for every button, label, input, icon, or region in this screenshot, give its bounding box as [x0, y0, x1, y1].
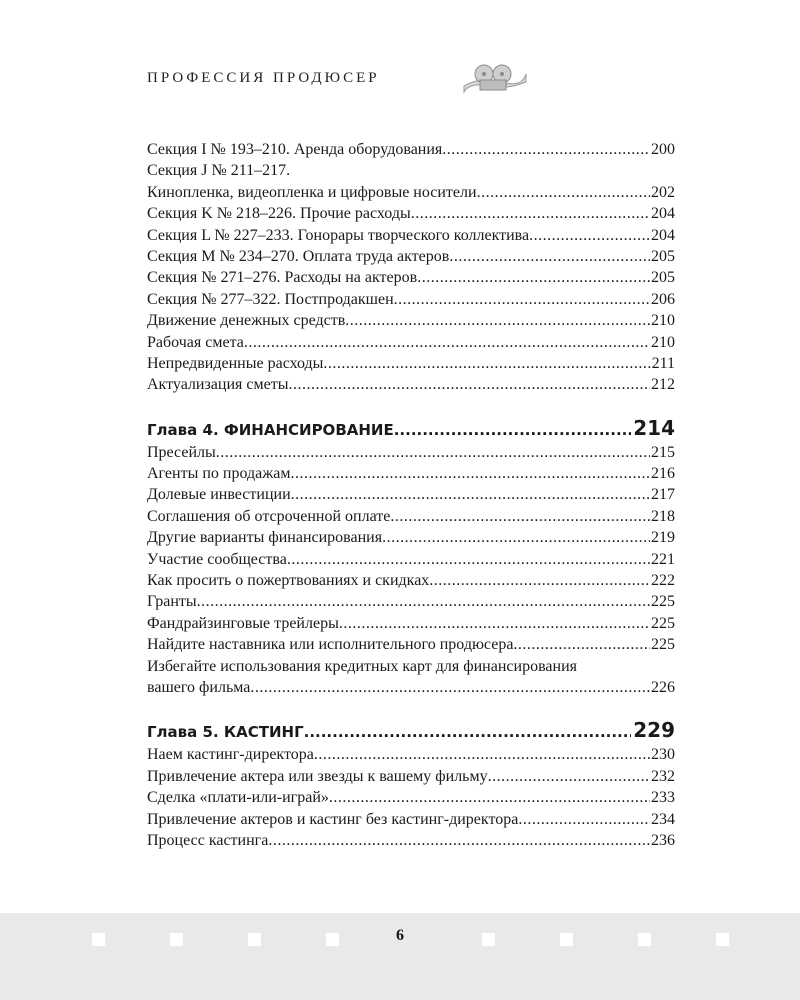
entry-title: Избегайте использования кредитных карт для финансирования [147, 657, 577, 675]
toc-entry[interactable] [147, 203, 675, 224]
entry-page: 233 [651, 789, 675, 807]
dot-leader [304, 718, 632, 746]
entry-title: Привлечение актеров и кастинг без кастинг-директора [147, 810, 519, 828]
chapter-title: Глава 5. КАСТИНГ [147, 723, 304, 742]
toc-entry[interactable] [147, 634, 675, 655]
section-list-financing [147, 442, 675, 699]
toc-entry[interactable] [147, 289, 675, 310]
book-title: ПРОФЕССИЯ ПРОДЮСЕР [147, 69, 380, 86]
entry-title: Как просить о пожертвованиях и скидках [147, 572, 430, 590]
entry-title: Привлечение актера или звезды к вашему фильму [147, 767, 488, 785]
entry-page: 219 [651, 529, 675, 547]
entry-page: 225 [651, 593, 675, 611]
entry-title: Секция L № 227–233. Гонорары творческого коллектива [147, 226, 530, 244]
entry-title: Секция № 271–276. Расходы на актеров [147, 269, 418, 287]
dot-leader [288, 374, 650, 395]
entry-title: Секция K № 218–226. Прочие расходы [147, 205, 411, 223]
toc-entry[interactable] [147, 549, 675, 570]
toc-entry[interactable] [147, 656, 675, 677]
chapter-heading[interactable] [147, 414, 675, 442]
entry-title: Другие варианты финансирования [147, 529, 383, 547]
toc-entry[interactable] [147, 787, 675, 808]
entry-page: 200 [651, 141, 675, 158]
dot-leader [314, 744, 650, 765]
entry-page: 234 [651, 810, 675, 828]
toc-entry[interactable] [147, 809, 675, 830]
dot-leader [442, 139, 650, 160]
entry-page: 212 [651, 376, 675, 394]
toc-entry[interactable] [147, 182, 675, 203]
entry-page: 225 [651, 636, 675, 654]
dot-leader [250, 677, 650, 698]
entry-title: Найдите наставника или исполнительного продюсера [147, 636, 514, 654]
chapter-title: Глава 4. ФИНАНСИРОВАНИЕ [147, 420, 394, 439]
dot-leader [268, 830, 650, 851]
entry-page: 225 [651, 614, 675, 632]
entry-page: 205 [651, 269, 675, 287]
dot-leader [513, 634, 650, 655]
entry-title: Агенты по продажам [147, 465, 291, 483]
entry-page: 236 [651, 831, 675, 849]
entry-page: 204 [651, 226, 675, 244]
toc-entry[interactable] [147, 766, 675, 787]
toc-entry[interactable] [147, 353, 675, 374]
entry-page: 210 [651, 333, 675, 351]
entry-title: Процесс кастинга [147, 831, 269, 849]
toc-entry[interactable] [147, 139, 675, 160]
entry-title: Соглашения об отсроченной оплате [147, 507, 391, 525]
dot-leader [287, 549, 650, 570]
dot-leader [291, 484, 650, 505]
entry-title: Кинопленка, видеопленка и цифровые носители [147, 183, 477, 201]
toc-entry[interactable] [147, 310, 675, 331]
entry-title: Сделка «плати-или-играй» [147, 789, 329, 807]
entry-page: 211 [651, 354, 675, 372]
toc-entry[interactable] [147, 332, 675, 353]
section-list-budget [147, 139, 675, 396]
chapter-page: 214 [633, 415, 675, 440]
entry-title: Непредвиденные расходы [147, 354, 324, 372]
dot-leader [394, 289, 650, 310]
toc-entry[interactable] [147, 527, 675, 548]
table-of-contents [147, 139, 675, 851]
dot-leader [244, 332, 650, 353]
entry-title: Секция J № 211–217. [147, 162, 291, 180]
dot-leader [291, 463, 651, 484]
page-footer [0, 913, 800, 1000]
entry-title: Движение денежных средств [147, 312, 346, 330]
dot-leader [429, 570, 650, 591]
dot-leader [529, 225, 650, 246]
toc-entry[interactable] [147, 160, 675, 181]
entry-title: вашего фильма [147, 678, 251, 696]
dot-leader [323, 353, 650, 374]
dot-leader [216, 442, 650, 463]
dot-leader [345, 310, 650, 331]
toc-entry[interactable] [147, 744, 675, 765]
entry-page: 222 [651, 572, 675, 590]
dot-leader [449, 246, 650, 267]
entry-page: 217 [651, 486, 675, 504]
toc-entry[interactable] [147, 225, 675, 246]
entry-page: 205 [651, 247, 675, 265]
dot-leader [518, 809, 650, 830]
chapter-heading[interactable] [147, 716, 675, 744]
toc-entry[interactable] [147, 570, 675, 591]
entry-page: 202 [651, 183, 675, 201]
toc-entry[interactable] [147, 442, 675, 463]
entry-title: Актуализация сметы [147, 376, 289, 394]
entry-title: Рабочая смета [147, 333, 244, 351]
toc-entry[interactable] [147, 267, 675, 288]
entry-page: 226 [651, 678, 675, 696]
entry-title: Фандрайзинговые трейлеры [147, 614, 339, 632]
dot-leader [394, 416, 632, 444]
entry-page: 210 [651, 312, 675, 330]
dot-leader [477, 182, 650, 203]
entry-title: Наем кастинг-директора [147, 746, 314, 764]
entry-page: 221 [651, 550, 675, 568]
toc-entry[interactable] [147, 463, 675, 484]
entry-title: Секция M № 234–270. Оплата труда актеров [147, 247, 450, 265]
toc-entry[interactable] [147, 506, 675, 527]
dot-leader [329, 787, 650, 808]
dot-leader [411, 203, 650, 224]
entry-page: 216 [651, 465, 675, 483]
entry-page: 230 [651, 746, 675, 764]
dot-leader [382, 527, 650, 548]
toc-entry[interactable] [147, 591, 675, 612]
entry-page: 232 [651, 767, 675, 785]
entry-title: Секция I № 193–210. Аренда оборудования [147, 141, 443, 158]
dot-leader [197, 591, 650, 612]
toc-entry[interactable] [147, 484, 675, 505]
dot-leader [417, 267, 650, 288]
entry-title: Секция № 277–322. Постпродакшен [147, 290, 394, 308]
entry-title: Пресейлы [147, 443, 216, 461]
entry-title: Гранты [147, 593, 197, 611]
dot-leader [488, 766, 650, 787]
entry-page: 206 [651, 290, 675, 308]
entry-page: 204 [651, 205, 675, 223]
chapter-page: 229 [633, 718, 675, 743]
entry-title: Долевые инвестиции [147, 486, 291, 504]
dot-leader [339, 613, 650, 634]
toc-entry[interactable] [147, 677, 675, 698]
film-reel-icon [462, 62, 528, 96]
toc-entry[interactable] [147, 830, 675, 851]
entry-page: 215 [651, 443, 675, 461]
section-list-casting [147, 744, 675, 851]
entry-title: Участие сообщества [147, 550, 287, 568]
toc-entry[interactable] [147, 613, 675, 634]
dot-leader [390, 506, 650, 527]
entry-page: 218 [651, 507, 675, 525]
page-number: 6 [396, 927, 404, 944]
toc-entry[interactable] [147, 246, 675, 267]
toc-entry[interactable] [147, 374, 675, 395]
running-header [147, 66, 380, 90]
